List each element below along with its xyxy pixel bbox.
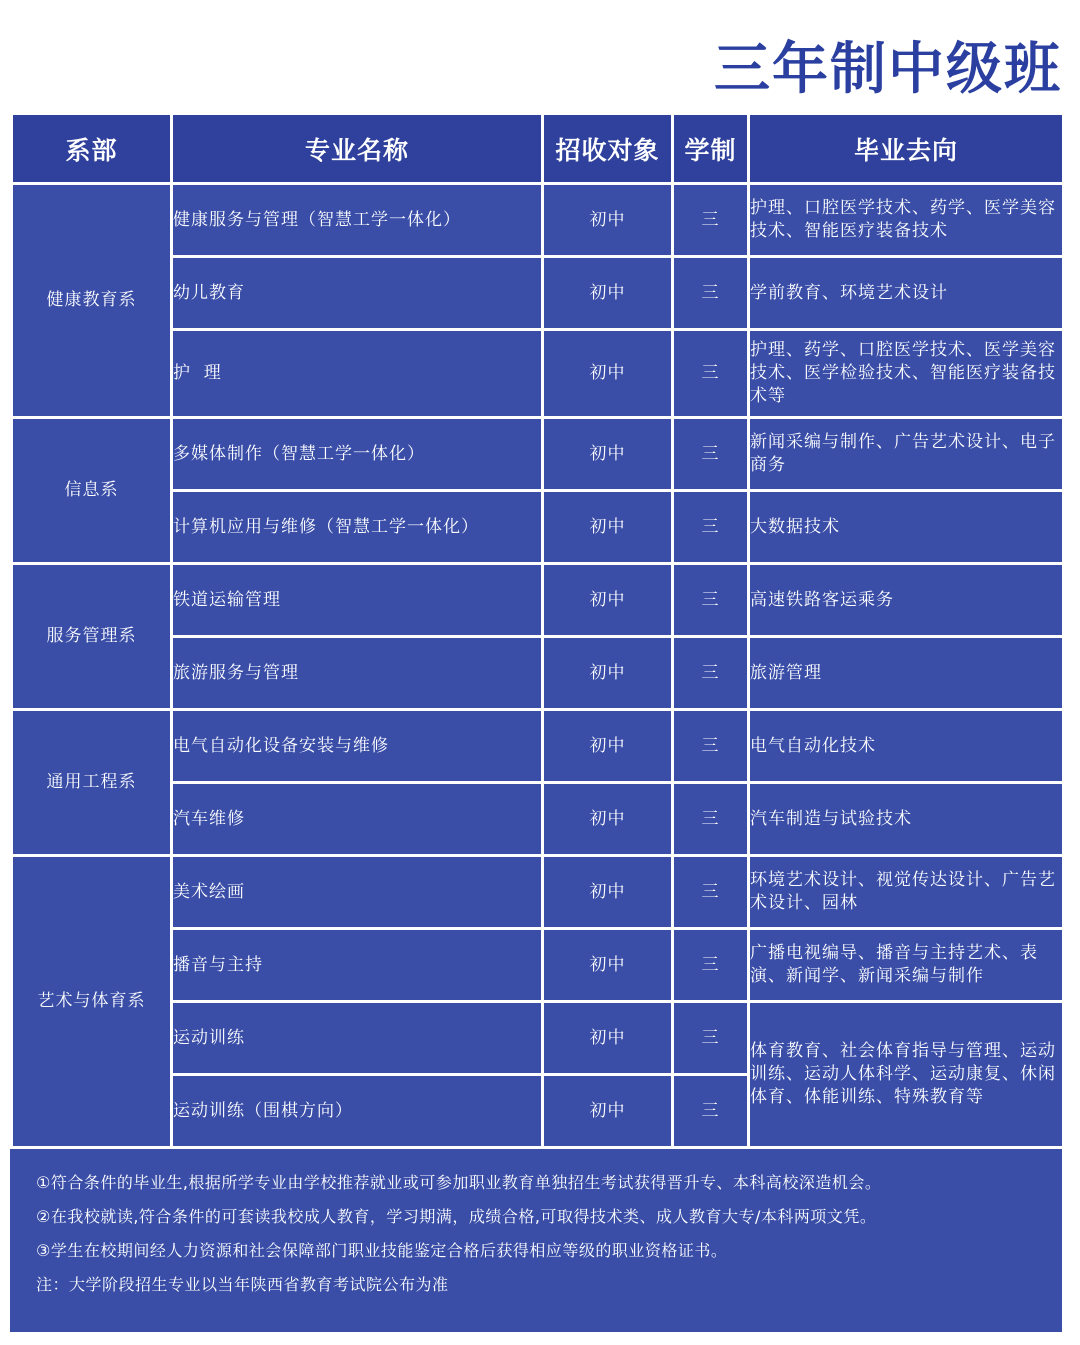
years-cell: 三 [673,783,749,856]
header-major: 专业名称 [172,114,543,184]
target-cell: 初中 [543,418,673,491]
note-item: ②在我校就读,符合条件的可套读我校成人教育，学习期满，成绩合格,可取得技术类、成人教育大专/本科两项文凭。 [36,1207,877,1226]
years-cell: 三 [673,418,749,491]
years-cell: 三 [673,184,749,257]
notes-panel [10,1149,1062,1332]
target-cell: 初中 [543,491,673,564]
destination-cell: 电气自动化技术 [749,710,1064,783]
years-cell: 三 [673,564,749,637]
years-cell: 三 [673,257,749,330]
years-cell: 三 [673,929,749,1002]
destination-cell: 新闻采编与制作、广告艺术设计、电子商务 [749,418,1064,491]
majors-table [10,112,1065,1149]
major-cell: 汽车维修 [172,783,543,856]
table-row [12,710,1064,783]
years-cell: 三 [673,330,749,418]
target-cell: 初中 [543,856,673,929]
target-cell: 初中 [543,929,673,1002]
department-cell: 通用工程系 [12,710,172,856]
department-cell: 健康教育系 [12,184,172,418]
major-cell: 幼儿教育 [172,257,543,330]
department-cell: 服务管理系 [12,564,172,710]
header-destination: 毕业去向 [749,114,1064,184]
target-cell: 初中 [543,330,673,418]
major-cell: 健康服务与管理（智慧工学一体化） [172,184,543,257]
target-cell: 初中 [543,184,673,257]
major-cell: 铁道运输管理 [172,564,543,637]
major-cell: 电气自动化设备安装与维修 [172,710,543,783]
table-row [12,184,1064,257]
destination-cell: 旅游管理 [749,637,1064,710]
major-cell: 旅游服务与管理 [172,637,543,710]
years-cell: 三 [673,491,749,564]
header-target: 招收对象 [543,114,673,184]
destination-cell: 高速铁路客运乘务 [749,564,1064,637]
years-cell: 三 [673,710,749,783]
years-cell: 三 [673,856,749,929]
destination-cell: 学前教育、环境艺术设计 [749,257,1064,330]
note-item: ①符合条件的毕业生,根据所学专业由学校推荐就业或可参加职业教育单独招生考试获得晋升专、本科高校深造机会。 [36,1173,882,1192]
table-row [12,856,1064,929]
target-cell: 初中 [543,637,673,710]
years-cell: 三 [673,1075,749,1148]
years-cell: 三 [673,1002,749,1075]
target-cell: 初中 [543,564,673,637]
table-row [12,564,1064,637]
years-cell: 三 [673,637,749,710]
header-department: 系部 [12,114,172,184]
destination-cell: 大数据技术 [749,491,1064,564]
major-cell: 美术绘画 [172,856,543,929]
target-cell: 初中 [543,1075,673,1148]
destination-cell: 护理、药学、口腔医学技术、医学美容技术、医学检验技术、智能医疗装备技术等 [749,330,1064,418]
target-cell: 初中 [543,783,673,856]
destination-cell: 体育教育、社会体育指导与管理、运动训练、运动人体科学、运动康复、休闲体育、体能训练、特殊教育等 [749,1002,1064,1148]
note-item: 注：大学阶段招生专业以当年陕西省教育考试院公布为准 [36,1275,449,1294]
major-cell: 播音与主持 [172,929,543,1002]
major-cell: 护 理 [172,330,543,418]
target-cell: 初中 [543,710,673,783]
department-cell: 艺术与体育系 [12,856,172,1148]
destination-cell: 汽车制造与试验技术 [749,783,1064,856]
major-cell: 运动训练（围棋方向） [172,1075,543,1148]
department-cell: 信息系 [12,418,172,564]
destination-cell: 广播电视编导、播音与主持艺术、表演、新闻学、新闻采编与制作 [749,929,1064,1002]
table-header-row [12,114,1064,184]
destination-cell: 环境艺术设计、视觉传达设计、广告艺术设计、园林 [749,856,1064,929]
header-years: 学制 [673,114,749,184]
major-cell: 运动训练 [172,1002,543,1075]
target-cell: 初中 [543,1002,673,1075]
target-cell: 初中 [543,257,673,330]
major-cell: 计算机应用与维修（智慧工学一体化） [172,491,543,564]
table-row [12,418,1064,491]
note-item: ③学生在校期间经人力资源和社会保障部门职业技能鉴定合格后获得相应等级的职业资格证书。 [36,1241,728,1260]
destination-cell: 护理、口腔医学技术、药学、医学美容技术、智能医疗装备技术 [749,184,1064,257]
major-cell: 多媒体制作（智慧工学一体化） [172,418,543,491]
page-title: 三年制中级班 [714,37,1062,102]
